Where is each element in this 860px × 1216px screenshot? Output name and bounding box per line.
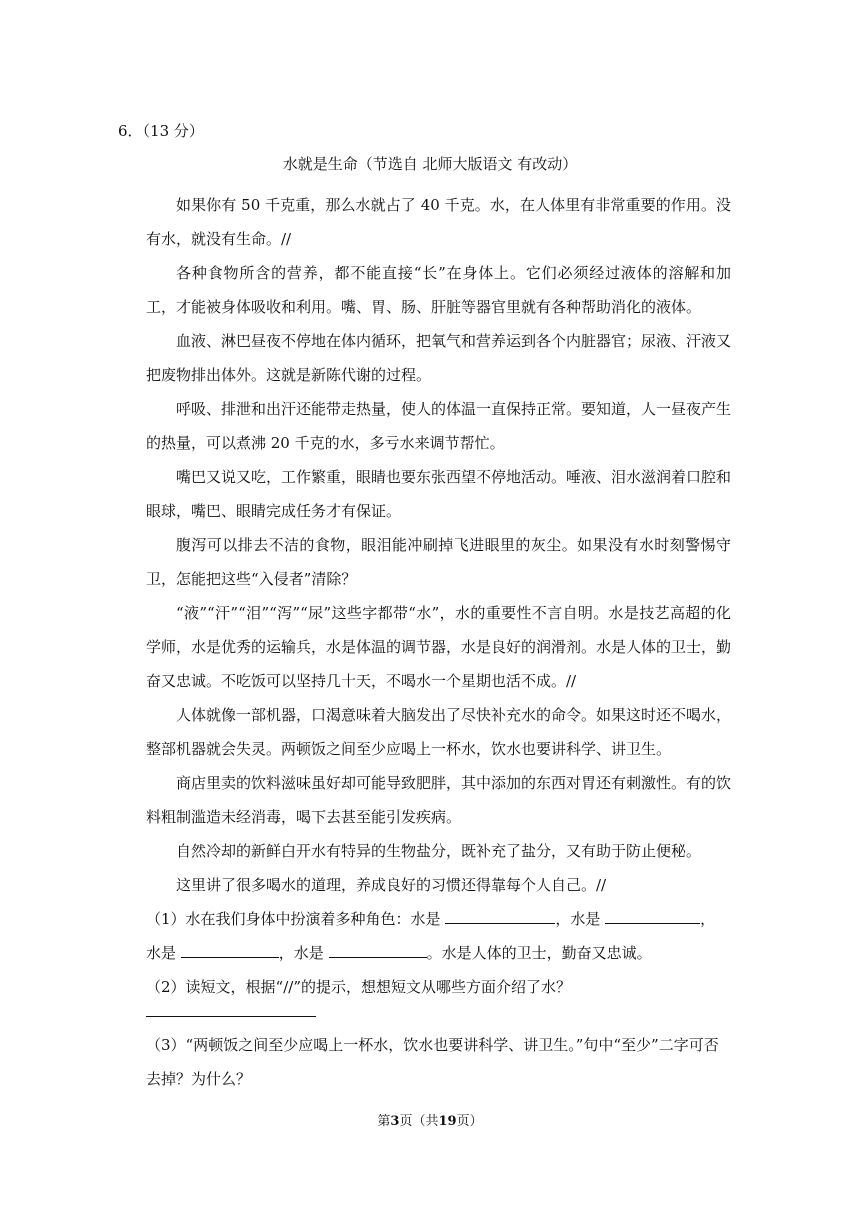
question-3: （3）“两顿饭之间至少应喝上一杯水，饮水也要讲科学、讲卫生。”句中“至少”二字可否去掉？为什么？ [146, 1036, 719, 1088]
passage-body [146, 188, 731, 1004]
page-footer [0, 1110, 860, 1129]
paragraph-10: 自然冷却的新鲜白开水有特异的生物盐分，既补充了盐分，又有助于防止便秘。 [176, 842, 702, 860]
question-1-text-a: （1）水在我们身体中扮演着多种角色：水是 [146, 910, 446, 928]
footer-page-number: 3 [390, 1114, 400, 1129]
paragraph-6: 腹泻可以排去不洁的食物，眼泪能冲刷掉飞进眼里的灰尘。如果没有水时刻警惕守卫，怎能把这些“入侵者”清除？ [146, 536, 731, 588]
paragraph-9: 商店里卖的饮料滋味虽好却可能导致肥胖，其中添加的东西对胃还有刺激性。有的饮料粗制滥造未经消毒，喝下去甚至能引发疾病。 [146, 774, 732, 826]
footer-middle: 页（共 [399, 1114, 439, 1129]
question-1 [146, 902, 731, 970]
question-1-text-d: 水是 [146, 944, 181, 962]
paragraph-8: 人体就像一部机器，口渴意味着大脑发出了尽快补充水的命令。如果这时还不喝水，整部机器就会失灵。两顿饭之间至少应喝上一杯水，饮水也要讲科学、讲卫生。 [146, 706, 732, 758]
footer-suffix: 页） [456, 1114, 483, 1129]
question-number-score: 6．（13 分） [118, 122, 204, 140]
paragraph-3: 血液、淋巴昼夜不停地在体内循环，把氧气和营养运到各个内脏器官；尿液、汗液又把废物排出体外。这就是新陈代谢的过程。 [146, 332, 732, 384]
paragraph-4: 呼吸、排泄和出汗还能带走热量，使人的体温一直保持正常。要知道，人一昼夜产生的热量，可以煮沸 20 千克的水，多亏水来调节帮忙。 [146, 400, 732, 452]
answer-blank-3[interactable] [181, 939, 279, 958]
question-1-text-e: ，水是 [278, 944, 329, 962]
answer-blank-2[interactable] [605, 905, 700, 924]
passage-title: 水就是生命（节选自 北师大版语文 有改动） [282, 155, 578, 173]
paragraph-1: 如果你有 50 千克重，那么水就占了 40 千克。水，在人体里有非常重要的作用。没有水，就没有生命。// [146, 196, 731, 248]
footer-prefix: 第 [377, 1114, 391, 1129]
question-1-text-b: ，水是 [555, 910, 606, 928]
question-1-text-c: ， [700, 910, 716, 928]
paragraph-11: 这里讲了很多喝水的道理，养成良好的习惯还得靠每个人自己。// [176, 876, 607, 894]
footer-total-pages: 19 [438, 1114, 457, 1129]
answer-blank-1[interactable] [445, 905, 555, 924]
answer-blank-4[interactable] [329, 939, 427, 958]
paragraph-2: 各种食物所含的营养，都不能直接“长”在身体上。它们必须经过液体的溶解和加工，才能被身体吸收和利用。嘴、胃、肠、肝脏等器官里就有各种帮助消化的液体。 [146, 264, 731, 316]
answer-line-q2[interactable] [146, 1016, 316, 1017]
paragraph-5: 嘴巴又说又吃，工作繁重，眼睛也要东张西望不停地活动。唾液、泪水滋润着口腔和眼球，嘴巴、眼睛完成任务才有保证。 [146, 468, 732, 520]
paragraph-7: “液”“汗”“泪”“泻”“尿”这些字都带“水”，水的重要性不言自明。水是技艺高超的化学师，水是优秀的运输兵，水是体温的调节器，水是良好的润滑剂。水是人体的卫士，勤奋又忠诚。不吃饭可以坚持几十天，不喝水一个星期也活不成。// [146, 604, 732, 690]
question-1-text-f: 。水是人体的卫士，勤奋又忠诚。 [426, 944, 652, 962]
question-2: （2）读短文，根据“//”的提示，想想短文从哪些方面介绍了水？ [146, 978, 571, 996]
